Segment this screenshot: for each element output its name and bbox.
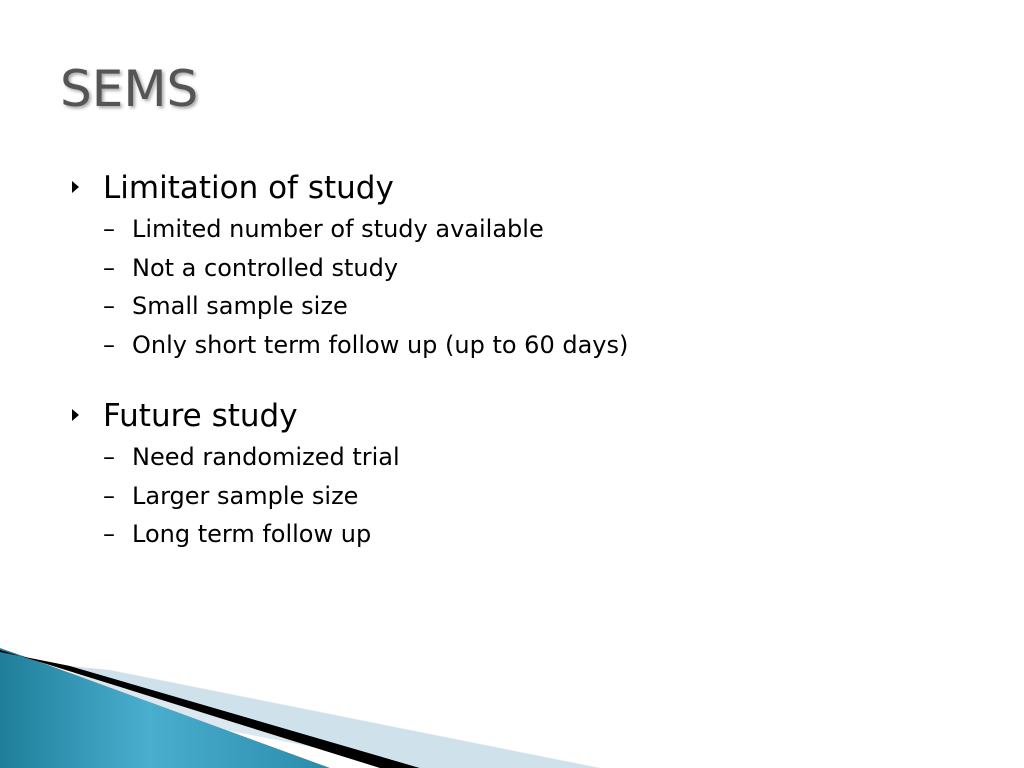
triangle-arrow-icon [72, 181, 79, 193]
sub-bullet-item [103, 477, 972, 516]
bullet-heading [72, 394, 972, 438]
sub-bullet-text: Not a controlled study [132, 253, 399, 282]
footer-decoration [0, 640, 1024, 768]
dash-glyph: – [103, 215, 115, 243]
sub-bullet-text: Limited number of study available [132, 215, 544, 243]
section-limitation [72, 166, 972, 364]
sub-bullet-list [72, 438, 972, 554]
dash-glyph: – [103, 481, 115, 510]
dash-glyph: – [103, 292, 115, 320]
sub-bullet-item [103, 249, 972, 288]
dash-glyph: – [103, 520, 115, 548]
slide-title: SEMS [60, 60, 199, 118]
sub-bullet-item [103, 326, 972, 365]
bullet-heading-text: Limitation of study [103, 170, 394, 206]
slide-content [72, 166, 972, 584]
sub-bullet-item [103, 210, 972, 249]
sub-bullet-text: Larger sample size [132, 481, 359, 510]
sub-bullet-item [103, 438, 972, 477]
bullet-heading [72, 166, 972, 210]
bullet-heading-text: Future study [103, 398, 298, 434]
dash-glyph: – [103, 253, 115, 282]
sub-bullet-text: Small sample size [132, 292, 348, 320]
sub-bullet-text: Only short term follow up (up to 60 days) [132, 330, 629, 359]
sub-bullet-item [103, 287, 972, 326]
sub-bullet-text: Long term follow up [132, 520, 372, 548]
sub-bullet-text: Need randomized trial [132, 443, 400, 471]
dash-glyph: – [103, 443, 115, 471]
sub-bullet-item [103, 515, 972, 554]
section-future [72, 394, 972, 554]
dash-glyph: – [103, 330, 115, 359]
triangle-arrow-icon [72, 409, 79, 421]
sub-bullet-list [72, 210, 972, 364]
